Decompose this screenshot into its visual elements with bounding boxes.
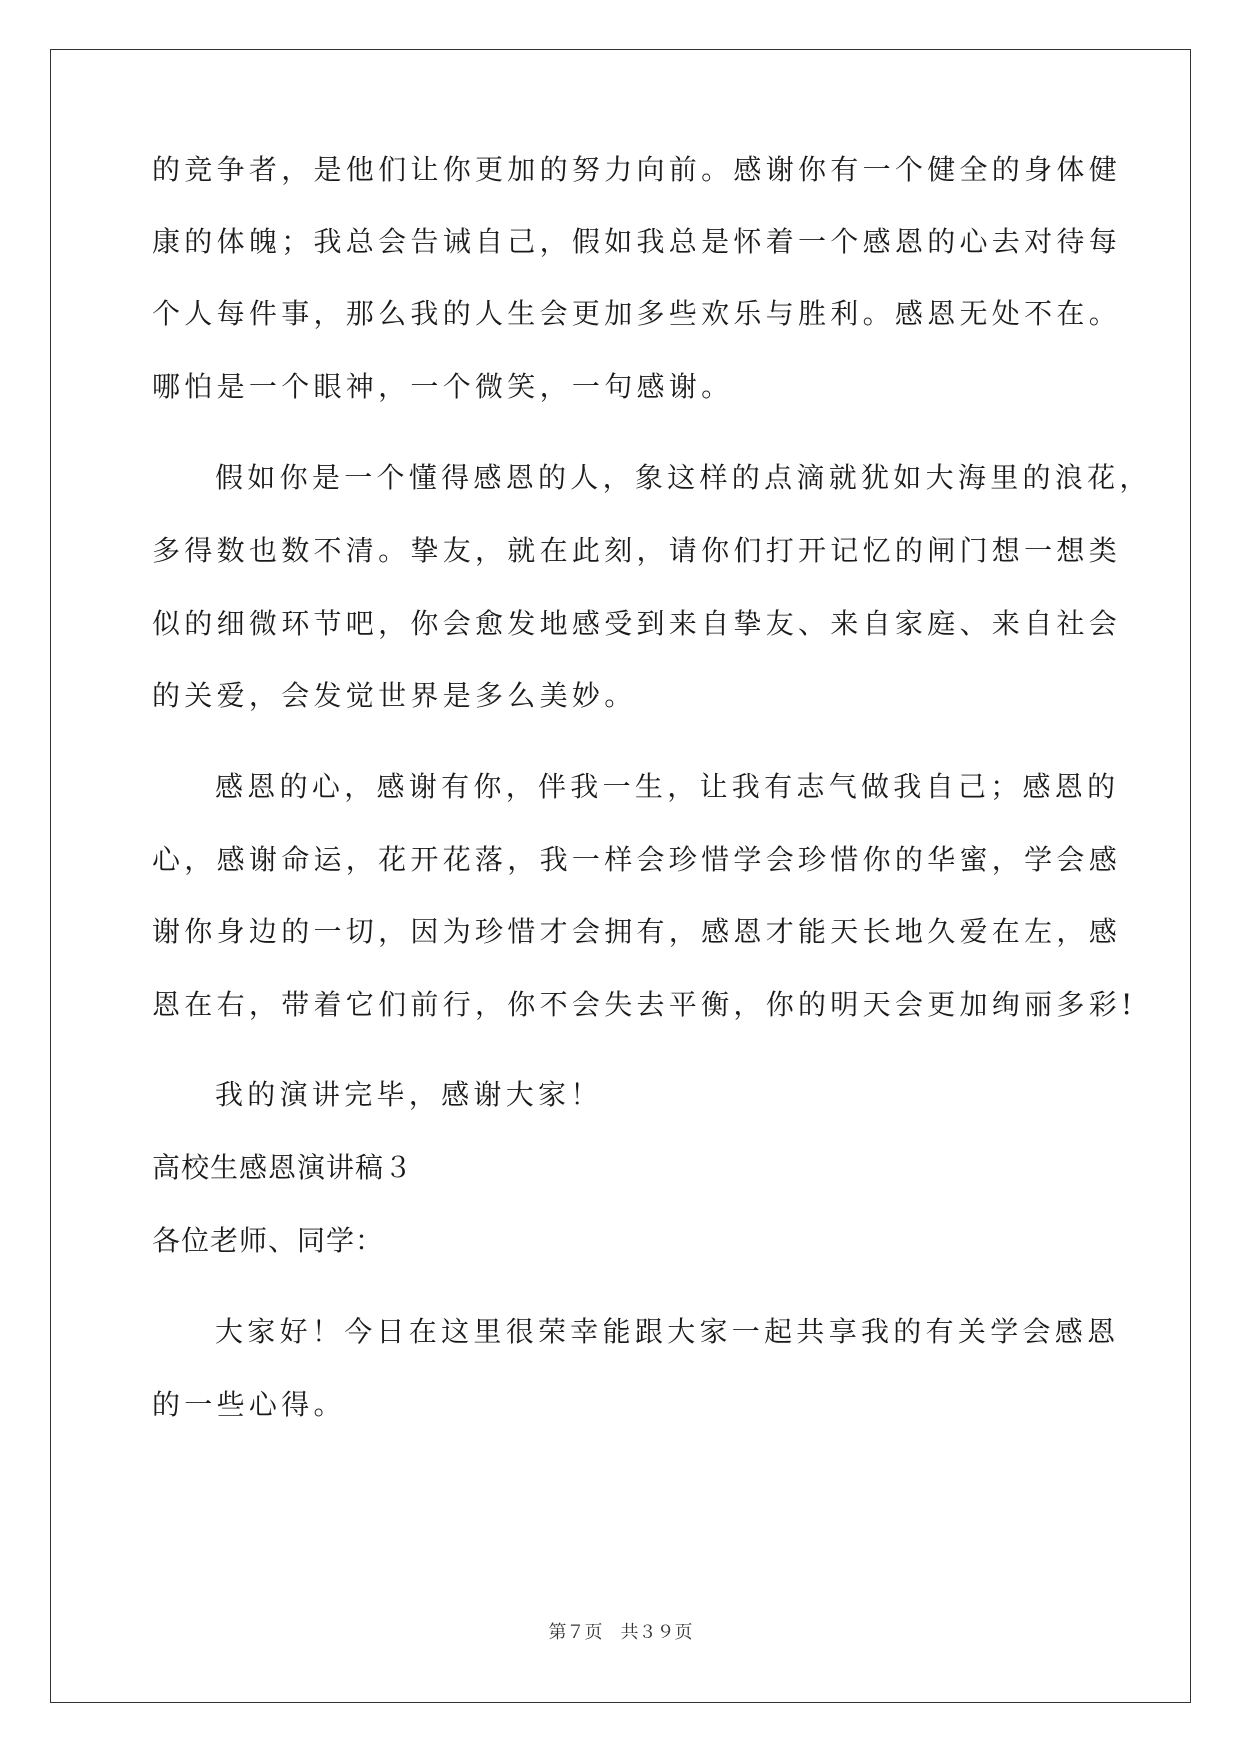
text-line: 恩在右，带着它们前行，你不会失去平衡，你的明天会更加绚丽多彩!: [152, 988, 1137, 1021]
paragraph-first-line: 假如你是一个懂得感恩的人，象这样的点滴就犹如大海里的浪花，: [215, 461, 1152, 494]
paragraph-first-line: 我的演讲完毕，感谢大家！: [215, 1078, 603, 1111]
text-line: 似的细微环节吧，你会愈发地感受到来自挚友、来自家庭、来自社会: [152, 607, 1122, 640]
text-line: 多得数也数不清。挚友，就在此刻，请你们打开记忆的闸门想一想类: [152, 534, 1122, 567]
paragraph-first-line: 大家好！今日在这里很荣幸能跟大家一起共享我的有关学会感恩: [215, 1315, 1120, 1348]
page-number-footer: 第７页 共３９页: [548, 1622, 693, 1642]
text-line: 的一些心得。: [152, 1388, 346, 1421]
text-line: 的竞争者，是他们让你更加的努力向前。感谢你有一个健全的身体健: [152, 153, 1122, 186]
paragraph-first-line: 感恩的心，感谢有你，伴我一生，让我有志气做我自己；感恩的: [215, 770, 1120, 803]
text-line: 康的体魄；我总会告诫自己，假如我总是怀着一个感恩的心去对待每: [152, 225, 1122, 258]
text-line: 哪怕是一个眼神，一个微笑，一句感谢。: [152, 370, 734, 403]
text-line: 谢你身边的一切，因为珍惜才会拥有，感恩才能天长地久爱在左，感: [152, 915, 1122, 948]
text-line: 心，感谢命运，花开花落，我一样会珍惜学会珍惜你的华蜜，学会感: [152, 843, 1122, 876]
section-title: 高校生感恩演讲稿３: [152, 1151, 414, 1184]
text-line: 的关爱，会发觉世界是多么美妙。: [152, 679, 637, 712]
text-line: 个人每件事，那么我的人生会更加多些欢乐与胜利。感恩无处不在。: [152, 297, 1122, 330]
salutation: 各位老师、同学：: [152, 1224, 385, 1257]
